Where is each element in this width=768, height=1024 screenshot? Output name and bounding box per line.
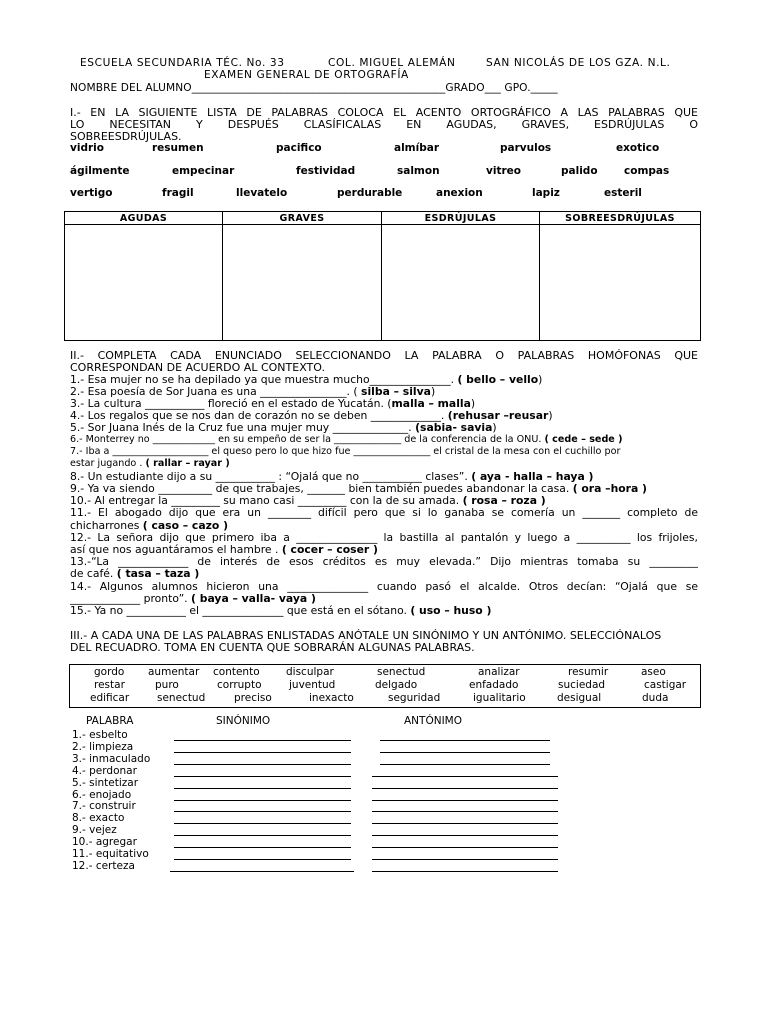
sentence-text: _____________ pronto”. (70, 592, 192, 605)
antonym-blank[interactable] (372, 788, 558, 789)
word: compas (624, 165, 670, 177)
word: salmon (397, 165, 440, 177)
vocabulary-word: 11.- equitativo (72, 848, 149, 860)
antonym-blank[interactable] (372, 835, 558, 836)
homophone-options: ( rosa – roza ) (462, 494, 546, 507)
word: esteril (604, 187, 642, 199)
bank-word: disculpar (286, 666, 334, 678)
vocabulary-word: 2.- limpieza (72, 740, 134, 753)
section3-instruction-line-1: III.- A CADA UNA DE LAS PALABRAS ENLISTADAS ANÓTALE UN SINÓNIMO Y UN ANTÓNIMO. SELECCIÓNALOS (70, 629, 662, 642)
word: exotico (616, 142, 660, 154)
student-name-line: NOMBRE DEL ALUMNO_______________________________________________GRADO___ GPO._____ (70, 82, 558, 94)
bank-word: igualitario (473, 692, 526, 704)
antonym-blank[interactable] (372, 871, 558, 872)
school-colony: COL. MIGUEL ALEMÁN (328, 57, 456, 69)
homophone-options: ( cede – sede ) (544, 434, 623, 445)
sentence-text: 8.- Un estudiante dijo a su ___________ : “Ojalá que no ___________ clases”. (70, 470, 472, 483)
antonym-blank[interactable] (372, 811, 558, 812)
synonym-blank[interactable] (174, 740, 351, 741)
sentence-text: 2.- Esa poesía de Sor Juana es una ________________. ( (70, 385, 362, 398)
classification-table (64, 211, 701, 341)
antonym-blank[interactable] (372, 776, 558, 777)
word: vidrio (70, 142, 104, 154)
bank-word: preciso (234, 692, 272, 704)
bank-word: duda (642, 692, 669, 704)
antonym-blank[interactable] (372, 823, 558, 824)
word-row-3 (70, 187, 710, 203)
vocabulary-word: 12.- certeza (72, 859, 135, 872)
bank-word: edificar (90, 692, 130, 704)
antonym-blank[interactable] (372, 847, 558, 848)
sentence-text: ) (538, 373, 543, 386)
word: vitreo (486, 165, 521, 177)
sentence-text: ) (548, 409, 553, 422)
column-header-antonym: ANTÓNIMO (404, 715, 462, 727)
column-header-synonym: SINÓNIMO (216, 715, 271, 727)
homophone-options: ( bello – vello (457, 373, 539, 386)
word: vertigo (70, 187, 113, 199)
vocabulary-word: 4.- perdonar (72, 764, 137, 777)
sentence-text: 14.- Algunos alumnos hicieron una _______________ cuando pasó el alcalde. Otros decían: “Ojalá que se (70, 580, 698, 593)
sentence-text: ) (492, 421, 497, 434)
bank-word: analizar (478, 666, 520, 678)
synonym-blank[interactable] (174, 823, 351, 824)
sentence-text: 5.- Sor Juana Inés de la Cruz fue una mujer muy ______________. (70, 421, 416, 434)
homophone-options: ( tasa – taza ) (116, 567, 200, 580)
homophone-options: ( uso – huso ) (410, 604, 492, 617)
word: lapiz (532, 187, 560, 199)
synonym-blank[interactable] (174, 811, 351, 812)
synonym-blank[interactable] (174, 835, 351, 836)
sentence-text: 11.- El abogado dijo que era un ________ difícil pero que si lo ganaba se comería un _______ completo de (70, 506, 698, 519)
antonym-blank[interactable] (372, 800, 558, 801)
school-name: ESCUELA SECUNDARIA TÉC. No. 33 (80, 57, 285, 69)
vocabulary-word: 6.- enojado (72, 788, 132, 801)
bank-word: castigar (644, 679, 687, 691)
synonym-blank[interactable] (174, 859, 351, 860)
sentence-text: estar jugando . (70, 458, 146, 469)
synonym-blank[interactable] (174, 752, 351, 753)
vocabulary-word: 9.- vejez (72, 824, 117, 837)
sentence-text: 1.- Esa mujer no se ha depilado ya que muestra mucho_______________. (70, 373, 458, 386)
answer-cell-graves[interactable] (223, 225, 382, 341)
synonym-blank[interactable] (174, 764, 351, 765)
antonym-blank[interactable] (380, 752, 550, 753)
sentence-text: 15.- Ya no ___________ el _______________ que está en el sótano. (70, 604, 411, 617)
antonym-blank[interactable] (372, 859, 558, 860)
column-header-word: PALABRA (86, 715, 134, 727)
sentence-text: 3.- La cultura ___________ floreció en el estado de Yucatán. ( (70, 397, 392, 410)
word: llevatelo (236, 187, 288, 199)
sentence-line-17 (70, 567, 710, 580)
homophone-options: (sabia- savia (415, 421, 493, 434)
antonym-blank[interactable] (380, 740, 550, 741)
word: palido (561, 165, 598, 177)
homophone-options: ( baya – valla- vaya ) (191, 592, 316, 605)
answer-cell-agudas[interactable] (65, 225, 223, 341)
bank-word: delgado (375, 679, 418, 691)
table-header-graves: GRAVES (223, 212, 382, 225)
word: fragil (162, 187, 194, 199)
bank-word: puro (155, 679, 179, 691)
word-row-1 (70, 142, 710, 158)
homophone-options: (rehusar –reusar (447, 409, 549, 422)
synonym-blank[interactable] (174, 847, 351, 848)
sentence-text: 4.- Los regalos que se nos dan de corazón no se deben _____________. (70, 409, 448, 422)
sentence-text: 9.- Ya va siendo __________ de que trabajes, _______ bien también puedes abandonar la casa. (70, 482, 573, 495)
word: parvulos (500, 142, 552, 154)
bank-word: seguridad (388, 692, 441, 704)
bank-word: senectud (157, 692, 206, 704)
sentence-line-12 (70, 506, 698, 519)
word: pacifico (276, 142, 322, 154)
section2-instruction-line-1: II.- COMPLETA CADA ENUNCIADO SELECCIONANDO LA PALABRA O PALABRAS HOMÓFONAS QUE (70, 349, 698, 362)
bank-word: juventud (289, 679, 336, 691)
bank-word: desigual (557, 692, 602, 704)
bank-word: corrupto (217, 679, 262, 691)
table-header-sobreesdrujulas: SOBREESDRÚJULAS (540, 212, 701, 225)
vocabulary-word: 8.- exacto (72, 812, 125, 825)
vocabulary-word: 5.- sintetizar (72, 776, 139, 789)
vocabulary-word: 7.- construir (72, 800, 136, 813)
section1-instruction-line-2: LO NECESITAN Y DESPUÉS CLASÍFICALAS EN AGUDAS, GRAVES, ESDRÚJULAS O (70, 118, 698, 131)
homophone-options: ( cocer – coser ) (281, 543, 378, 556)
section3-instruction-line-2: DEL RECUADRO. TOMA EN CUENTA QUE SOBRARÁN ALGUNAS PALABRAS. (70, 641, 475, 654)
bank-word: inexacto (309, 692, 354, 704)
word: festividad (296, 165, 356, 177)
synonym-blank[interactable] (174, 800, 351, 801)
sentence-text: así que nos aguantáramos el hambre . (70, 543, 282, 556)
sentence-text: 6.- Monterrey no _____________ en su empeño de ser la ______________ de la conferencia de la ONU. (70, 434, 545, 445)
bank-word: aumentar (148, 666, 200, 678)
sentence-text: 12.- La señora dijo que primero iba a _______________ la bastilla al pantalón y luego a __________ los frijoles, (70, 531, 698, 544)
sentence-text: chicharrones (70, 519, 143, 532)
sentence-line-5 (70, 421, 710, 434)
bank-word: restar (94, 679, 125, 691)
word: perdurable (337, 187, 403, 199)
word: ágilmente (70, 165, 130, 177)
exam-title: EXAMEN GENERAL DE ORTOGRAFÍA (204, 69, 409, 81)
homophone-options: ( caso – cazo ) (142, 519, 229, 532)
table-header-agudas: AGUDAS (65, 212, 223, 225)
section1-instruction-line-1: I.- EN LA SIGUIENTE LISTA DE PALABRAS COLOCA EL ACENTO ORTOGRÁFICO A LAS PALABRAS QUE (70, 106, 698, 119)
word: almíbar (394, 142, 440, 154)
sentence-line-20 (70, 604, 710, 617)
sentence-line-6 (70, 434, 710, 445)
homophone-options: malla – malla (391, 397, 471, 410)
bank-word: senectud (377, 666, 426, 678)
homophone-options: ( rallar – rayar ) (145, 458, 230, 469)
vocabulary-word: 1.- esbelto (72, 729, 128, 741)
answer-cell-sobreesdrujulas[interactable] (540, 225, 701, 341)
homophone-options: ( aya - halla – haya ) (471, 470, 594, 483)
word-bank-box (69, 664, 701, 708)
sentence-line-7 (70, 446, 710, 457)
bank-word: suciedad (558, 679, 606, 691)
homophone-options: silba – silva (361, 385, 431, 398)
table-header-esdrujulas: ESDRÚJULAS (382, 212, 540, 225)
bank-word: enfadado (469, 679, 519, 691)
sentence-line-8 (70, 458, 710, 469)
bank-word: contento (213, 666, 260, 678)
answer-cell-esdrujulas[interactable] (382, 225, 540, 341)
sentence-text: ) (430, 385, 436, 398)
school-city: SAN NICOLÁS DE LOS GZA. N.L. (486, 57, 671, 69)
sentence-text: de café. (70, 567, 117, 580)
synonym-blank[interactable] (174, 788, 351, 789)
sentence-text: ) (470, 397, 476, 410)
section2-instruction-line-2: CORRESPONDAN DE ACUERDO AL CONTEXTO. (70, 361, 325, 374)
synonym-blank[interactable] (170, 871, 354, 872)
synonym-blank[interactable] (174, 776, 351, 777)
homophone-options: ( ora –hora ) (572, 482, 647, 495)
bank-word: gordo (94, 666, 125, 678)
sentence-text: 7.- Iba a ____________________ el queso pero lo que hizo fue ________________ el cristal de la mesa con el cuchillo por (70, 446, 621, 457)
vocabulary-word: 10.- agregar (72, 836, 137, 849)
word: resumen (152, 142, 204, 154)
word: empecinar (172, 165, 235, 177)
sentence-text: 10.- Al entregar la _________ su mano casi _________ con la de su amada. (70, 494, 463, 507)
section1-instruction-line-3: SOBREESDRÚJULAS. (70, 130, 182, 143)
vocabulary-word: 3.- inmaculado (72, 752, 151, 765)
bank-word: aseo (641, 666, 666, 678)
word: anexion (436, 187, 483, 199)
antonym-blank[interactable] (380, 764, 550, 765)
word-row-2 (70, 165, 710, 181)
bank-word: resumir (568, 666, 609, 678)
sentence-text: 13.-“La _____________ de interés de esos créditos es muy elevada.” Dijo mientras tomaba su _________ (70, 555, 698, 568)
